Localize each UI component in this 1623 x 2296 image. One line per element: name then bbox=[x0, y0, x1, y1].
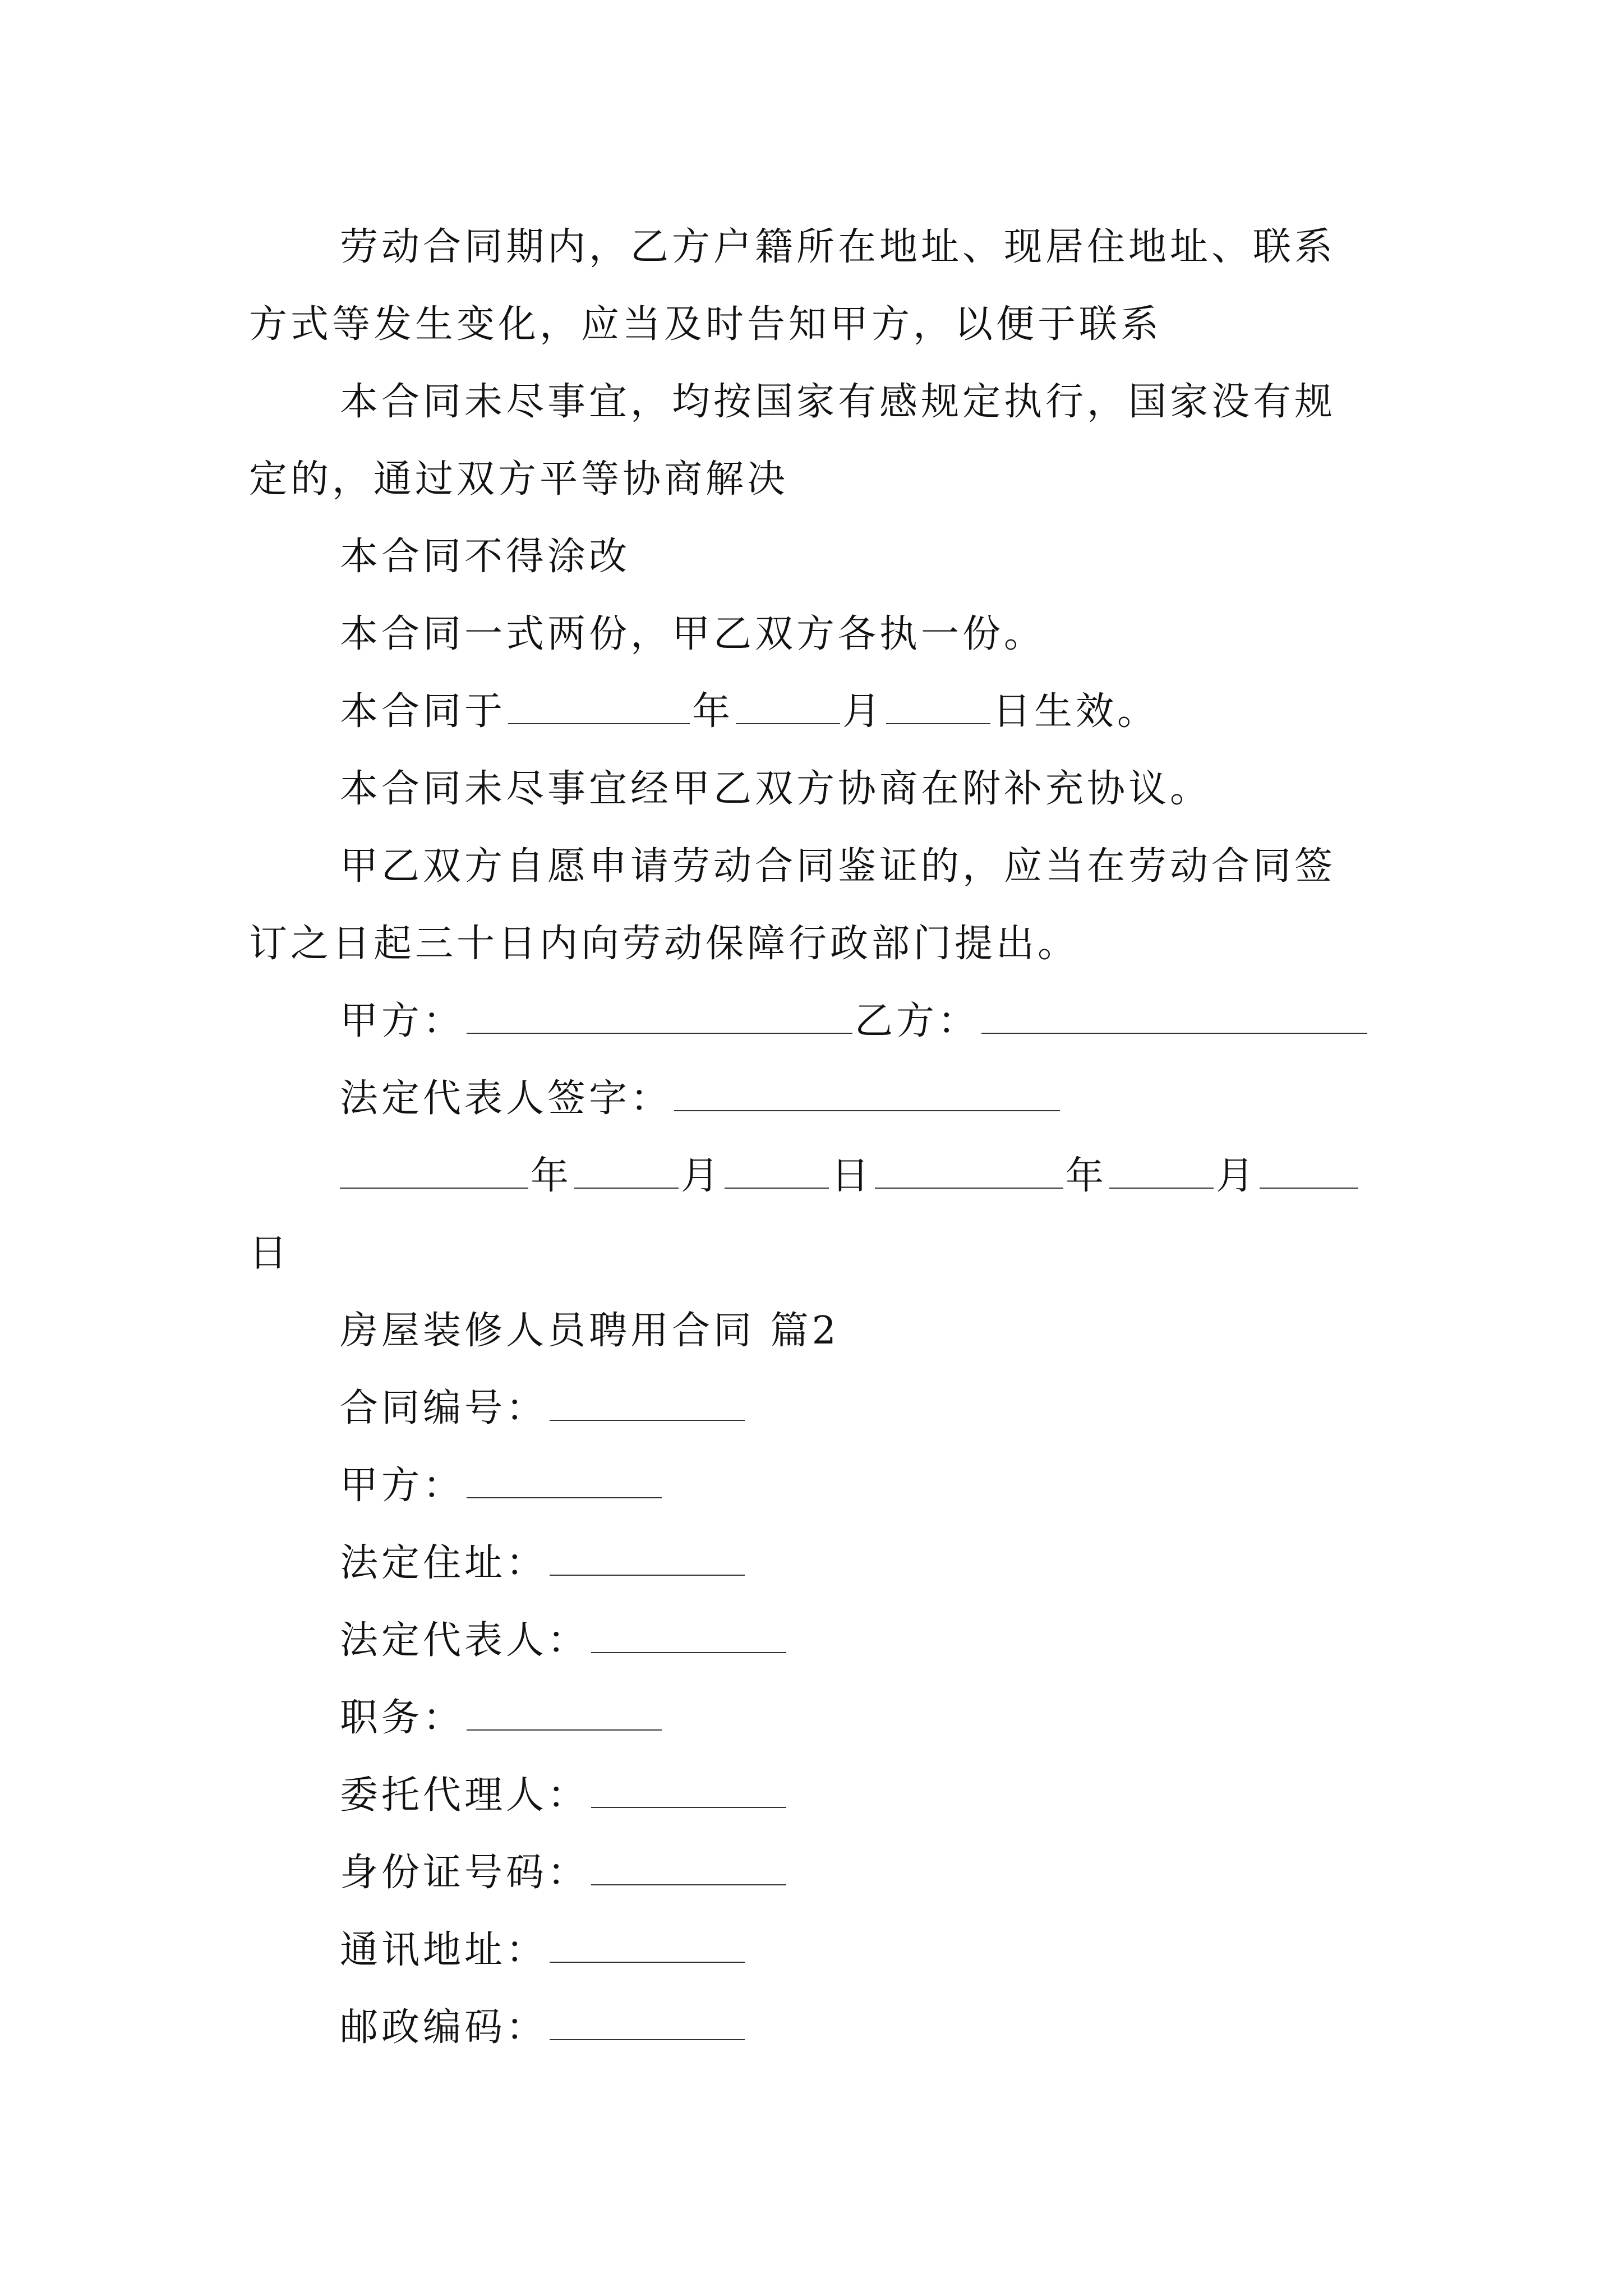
field-authorized-agent-blank[interactable] bbox=[591, 1802, 786, 1808]
field-contract-number-label: 合同编号： bbox=[340, 1386, 548, 1430]
paragraph-supplementary-agreement: 本合同未尽事宜经甲乙双方协商在附补充协议。 bbox=[340, 767, 1212, 811]
field-legal-address bbox=[249, 1525, 1390, 1602]
paragraph-two-copies: 本合同一式两份，甲乙双方各执一份。 bbox=[340, 612, 1046, 656]
field-authorized-agent-label: 委托代理人： bbox=[340, 1773, 589, 1818]
field-party-a-label: 甲方： bbox=[340, 1464, 465, 1508]
field-legal-representative-blank[interactable] bbox=[591, 1648, 786, 1653]
party-a-month-label: 月 bbox=[681, 1154, 723, 1198]
field-id-number-label: 身份证号码： bbox=[340, 1851, 589, 1895]
paragraph-unresolved-matters-line1: 本合同未尽事宜，均按国家有感规定执行，国家没有规 bbox=[340, 380, 1336, 424]
effective-year-blank[interactable] bbox=[508, 719, 690, 724]
field-contract-number bbox=[249, 1370, 1390, 1447]
signature-parties-row bbox=[249, 983, 1390, 1060]
document-page bbox=[249, 209, 1390, 2067]
signature-dates-row bbox=[249, 1138, 1390, 1215]
field-postal-code bbox=[249, 1989, 1390, 2067]
party-b-blank[interactable] bbox=[981, 1028, 1367, 1034]
paragraph-unresolved-matters-line2: 定的，通过双方平等协商解决 bbox=[249, 457, 789, 501]
field-legal-representative bbox=[249, 1602, 1390, 1680]
effective-month-label: 月 bbox=[842, 689, 884, 734]
field-postal-code-label: 邮政编码： bbox=[340, 2005, 548, 2050]
field-party-a bbox=[249, 1447, 1390, 1525]
party-a-year-label: 年 bbox=[531, 1154, 573, 1198]
field-position-label: 职务： bbox=[340, 1696, 465, 1740]
effective-date-prefix: 本合同于 bbox=[340, 689, 506, 734]
effective-month-blank[interactable] bbox=[736, 719, 840, 724]
paragraph-verification-line1: 甲乙双方自愿申请劳动合同鉴证的，应当在劳动合同签 bbox=[340, 844, 1336, 889]
field-legal-address-label: 法定住址： bbox=[340, 1541, 548, 1585]
paragraph-effective-date bbox=[249, 673, 1390, 751]
field-position bbox=[249, 1680, 1390, 1757]
section2-heading: 房屋装修人员聘用合同 篇2 bbox=[340, 1309, 840, 1353]
field-mailing-address-label: 通讯地址： bbox=[340, 1928, 548, 1972]
party-b-month-blank[interactable] bbox=[1109, 1183, 1214, 1189]
party-a-day-label: 日 bbox=[831, 1154, 873, 1198]
party-a-day-blank[interactable] bbox=[725, 1183, 829, 1189]
legal-representative-signature-row bbox=[249, 1060, 1390, 1138]
field-id-number-blank[interactable] bbox=[591, 1880, 786, 1885]
field-position-blank[interactable] bbox=[467, 1725, 662, 1731]
party-a-year-blank[interactable] bbox=[340, 1183, 528, 1189]
party-b-label: 乙方： bbox=[855, 999, 980, 1043]
field-authorized-agent bbox=[249, 1757, 1390, 1834]
field-legal-representative-label: 法定代表人： bbox=[340, 1618, 589, 1663]
field-postal-code-blank[interactable] bbox=[550, 2035, 745, 2040]
legal-rep-sign-label: 法定代表人签字： bbox=[340, 1076, 672, 1121]
paragraph-contact-change-line1: 劳动合同期内，乙方户籍所在地址、现居住地址、联系 bbox=[340, 225, 1336, 269]
party-b-month-label: 月 bbox=[1216, 1154, 1258, 1198]
party-b-year-label: 年 bbox=[1066, 1154, 1108, 1198]
party-a-blank[interactable] bbox=[467, 1028, 852, 1034]
field-mailing-address-blank[interactable] bbox=[550, 1957, 745, 1963]
effective-year-label: 年 bbox=[692, 689, 734, 734]
party-b-year-blank[interactable] bbox=[875, 1183, 1063, 1189]
party-a-label: 甲方： bbox=[340, 999, 465, 1043]
field-party-a-blank[interactable] bbox=[467, 1493, 662, 1498]
field-legal-address-blank[interactable] bbox=[550, 1570, 745, 1576]
party-a-month-blank[interactable] bbox=[574, 1183, 679, 1189]
effective-date-suffix: 日生效。 bbox=[993, 689, 1159, 734]
field-mailing-address bbox=[249, 1912, 1390, 1989]
effective-day-blank[interactable] bbox=[886, 719, 990, 724]
legal-rep-sign-blank[interactable] bbox=[674, 1106, 1060, 1111]
field-id-number bbox=[249, 1834, 1390, 1912]
paragraph-no-alteration: 本合同不得涂改 bbox=[340, 535, 631, 579]
paragraph-contact-change-line2: 方式等发生变化，应当及时告知甲方，以便于联系 bbox=[249, 302, 1163, 347]
party-b-day-blank[interactable] bbox=[1260, 1183, 1358, 1189]
field-contract-number-blank[interactable] bbox=[550, 1415, 745, 1421]
party-b-day-label: 日 bbox=[249, 1231, 291, 1276]
paragraph-verification-line2: 订之日起三十日内向劳动保障行政部门提出。 bbox=[249, 922, 1080, 966]
